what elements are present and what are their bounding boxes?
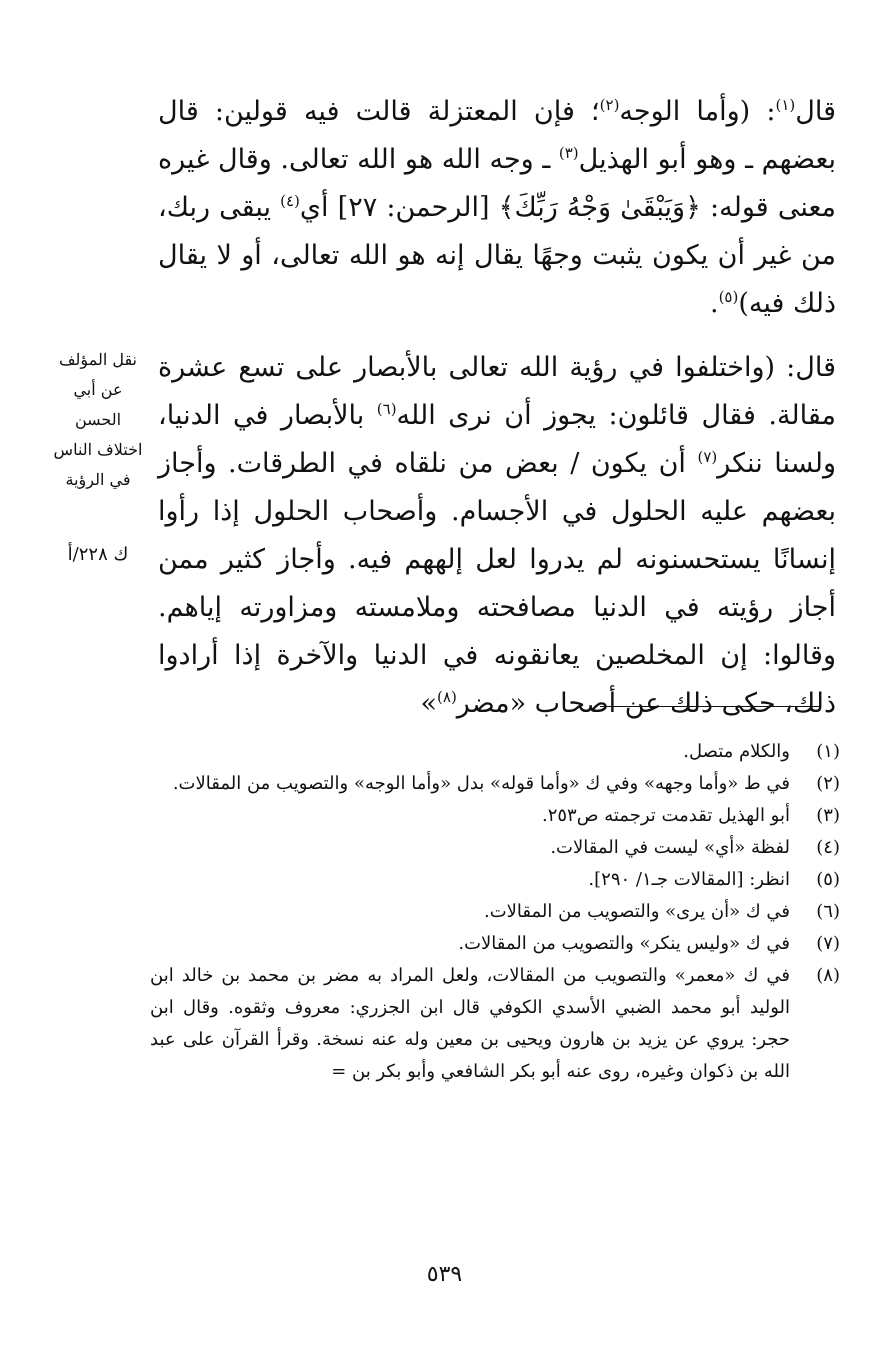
text-run: بالأبصار في الدنيا، ولسنا ننكر: [158, 400, 836, 479]
footnote: [150, 832, 840, 864]
footnote-ref-3: (٣): [558, 144, 579, 162]
footnote: [150, 736, 840, 768]
text-run: .: [709, 288, 719, 319]
footnote-text: أبو الهذيل تقدمت ترجمته ص٢٥٣.: [541, 805, 790, 826]
manuscript-reference: ك ٢٢٨/أ: [67, 544, 129, 565]
footnote-ref-4: (٤): [280, 192, 300, 210]
margin-note: نقل المؤلف عن أبي الحسن اختلاف الناس في الرؤية: [53, 350, 143, 489]
text-run: قال: (واختلفوا في رؤية الله تعالى بالأبصار على تسع عشرة مقالة. فقال قائلون: يجوز أن نرى الله: [158, 352, 836, 431]
footnote-ref-1: (١): [775, 96, 796, 114]
footnote-text: والكلام متصل.: [683, 741, 790, 762]
footnote-divider: [600, 706, 820, 707]
body-paragraph-1: [158, 88, 836, 328]
footnote: [150, 768, 840, 800]
text-run: »: [420, 688, 438, 719]
footnote-text: في ك «وليس ينكر» والتصويب من المقالات.: [458, 933, 790, 954]
footnote: [150, 896, 840, 928]
footnote-number: (١): [816, 741, 840, 762]
footnote-ref-6: (٦): [376, 400, 397, 418]
footnote-text: انظر: [المقالات جـ١/ ٢٩٠].: [588, 869, 790, 890]
footnotes-list: [150, 736, 840, 1088]
page-number: ٥٣٩: [426, 1262, 463, 1287]
footnote-number: (٨): [816, 965, 840, 986]
text-run: أن يكون / بعض من نلقاه في الطرقات. وأجاز بعضهم عليه الحلول في الأجسام. وأصحاب الحلول إذا رأوا إنسانًا يستحسنونه لم يدروا لعل إلههم فيه. وأجاز كثير ممن أجاز رؤيته في الدنيا مصافحته وملامسته ومزاورته إياهم. وقالوا: إن المخلصين يعانقونه في الدنيا والآخرة إذا أرادوا ذلك، حكى ذلك عن أصحاب «مضر: [158, 448, 836, 719]
footnote-ref-8: (٨): [437, 688, 457, 706]
footnote-text: في ك «معمر» والتصويب من المقالات، ولعل المراد به مضر بن محمد بن خالد ابن الوليد أبو محمد الضبي الأسدي الكوفي قال ابن الجزري: معروف وثقوه. وقال ابن حجر: يروي عن يزيد بن هارون ويحيى بن معين وله عنه نسخة. وقرأ القرآن على عبد الله بن ذكوان وغيره، روى عنه أبو بكر الشافعي وأبو بكر بن =: [150, 965, 790, 1082]
text-run: : (وأما الوجه: [619, 96, 776, 127]
footnote-ref-7: (٧): [697, 448, 718, 466]
footnote: [150, 864, 840, 896]
footnote-text: في ط «وأما وجهه» وفي ك «وأما قوله» بدل «وأما الوجه» والتصويب من المقالات.: [172, 773, 790, 794]
text-run: ؛ فإن المعتزلة قالت فيه قولين: قال بعضهم ـ وهو أبو الهذيل: [158, 96, 836, 175]
body-paragraph-2: [158, 344, 836, 728]
footnote-number: (٤): [816, 837, 840, 858]
footnote-text: لفظة «أي» ليست في المقالات.: [550, 837, 790, 858]
footnote-ref-2: (٢): [599, 96, 620, 114]
footnote: [150, 960, 840, 1088]
footnote-text: في ك «أن يرى» والتصويب من المقالات.: [483, 901, 790, 922]
footnote-number: (٥): [816, 869, 840, 890]
text-run: ـ وجه الله هو الله تعالى. وقال غيره معنى قوله: ﴿وَيَبْقَىٰ وَجْهُ رَبِّكَ﴾ [الرحمن: ٢٧] أي: [158, 144, 836, 223]
footnote-number: (٢): [816, 773, 840, 794]
footnote: [150, 800, 840, 832]
footnote: [150, 928, 840, 960]
footnote-number: (٦): [816, 901, 840, 922]
footnote-number: (٣): [816, 805, 840, 826]
text-run: يبقى ربك، من غير أن يكون يثبت وجهًا يقال إنه هو الله تعالى، أو لا يقال ذلك فيه): [158, 192, 836, 319]
footnote-number: (٧): [816, 933, 840, 954]
text-run: قال: [795, 96, 836, 127]
footnote-ref-5: (٥): [718, 288, 739, 306]
